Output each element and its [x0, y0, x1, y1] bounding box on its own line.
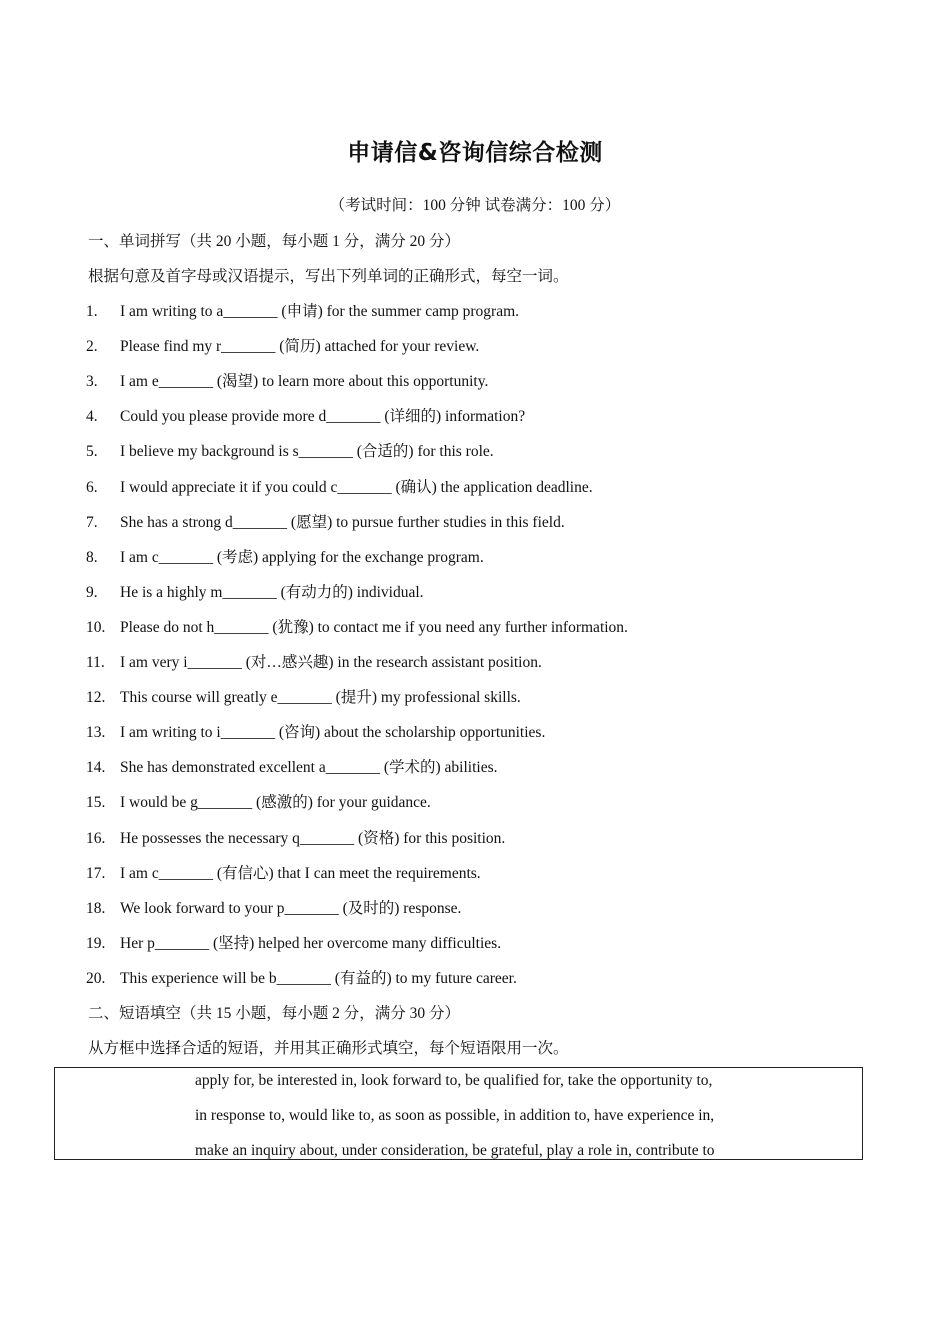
question-number: 6.: [86, 478, 98, 496]
question-text: This experience will be b_______ (有益的) to my future career.: [120, 969, 517, 987]
question-text: I am writing to i_______ (咨询) about the scholarship opportunities.: [120, 724, 546, 742]
question-text: I am writing to a_______ (申请) for the summer camp program.: [120, 303, 520, 320]
question-item: [86, 510, 565, 532]
question-item: [86, 650, 542, 672]
question-number: 11.: [86, 654, 105, 671]
section2-instruction: 从方框中选择合适的短语，并用其正确形式填空，每个短语限用一次。: [88, 1040, 569, 1057]
question-item: [86, 720, 545, 742]
question-item: [86, 790, 431, 812]
question-number: 3.: [86, 373, 98, 391]
section1-instruction: 根据句意及首字母或汉语提示，写出下列单词的正确形式，每空一词。: [88, 268, 569, 285]
question-item: [86, 404, 525, 426]
question-number: 8.: [86, 548, 98, 566]
question-text: We look forward to your p_______ (及时的) response.: [120, 899, 462, 917]
question-text: This course will greatly e_______ (提升) my professional skills.: [120, 689, 521, 707]
question-text: He possesses the necessary q_______ (资格) for this position.: [120, 829, 506, 847]
question-number: 20.: [86, 969, 106, 987]
question-item: [86, 755, 498, 777]
question-text: Please do not h_______ (犹豫) to contact me if you need any further information.: [120, 618, 628, 636]
question-number: 5.: [86, 443, 98, 461]
question-number: 15.: [86, 794, 106, 812]
question-text: I would appreciate it if you could c_______ (确认) the application deadline.: [120, 478, 593, 496]
phrase-box-line: in response to, would like to, as soon as possible, in addition to, have experience in,: [195, 1107, 715, 1124]
question-number: 9.: [86, 583, 98, 601]
question-number: 17.: [86, 864, 106, 882]
question-text: She has demonstrated excellent a_______ (学术的) abilities.: [120, 759, 498, 777]
phrase-box-line: make an inquiry about, under consideration, be grateful, play a role in, contribute to: [195, 1142, 715, 1159]
question-number: 7.: [86, 513, 98, 531]
question-text: Her p_______ (坚持) helped her overcome many difficulties.: [120, 934, 502, 952]
question-item: [86, 475, 593, 497]
section1-heading: 一、单词拼写（共 20 小题，每小题 1 分，满分 20 分）: [88, 233, 461, 250]
question-item: [86, 299, 519, 321]
question-item: [86, 861, 481, 883]
question-text: Please find my r_______ (简历) attached for your review.: [120, 338, 480, 356]
question-number: 19.: [86, 934, 106, 952]
question-number: 1.: [86, 303, 98, 320]
question-number: 13.: [86, 724, 106, 742]
question-item: [86, 334, 479, 356]
question-item: [86, 966, 517, 988]
question-text: He is a highly m_______ (有动力的) individual.: [120, 583, 424, 601]
section2-heading: 二、短语填空（共 15 小题，每小题 2 分，满分 30 分）: [88, 1005, 461, 1022]
question-text: I am c_______ (有信心) that I can meet the requirements.: [120, 864, 481, 882]
question-text: I am very i_______ (对…感兴趣) in the research assistant position.: [120, 654, 542, 671]
question-item: [86, 580, 424, 602]
phrase-box: [54, 1067, 863, 1160]
question-number: 16.: [86, 829, 106, 847]
question-item: [86, 369, 488, 391]
question-item: [86, 896, 461, 918]
phrase-box-line: apply for, be interested in, look forward to, be qualified for, take the opportunity to,: [195, 1072, 713, 1089]
question-text: She has a strong d_______ (愿望) to pursue further studies in this field.: [120, 513, 565, 531]
question-text: I am c_______ (考虑) applying for the exchange program.: [120, 548, 484, 566]
question-number: 4.: [86, 408, 98, 426]
question-text: I believe my background is s_______ (合适的) for this role.: [120, 443, 494, 461]
question-item: [86, 439, 494, 461]
question-number: 10.: [86, 618, 106, 636]
question-number: 2.: [86, 338, 98, 356]
question-item: [86, 931, 501, 953]
question-item: [86, 545, 484, 567]
question-item: [86, 615, 628, 637]
question-number: 18.: [86, 899, 106, 917]
question-number: 14.: [86, 759, 106, 777]
exam-info: （考试时间：100 分钟 试卷满分：100 分）: [329, 197, 621, 214]
page-title: 申请信&咨询信综合检测: [347, 140, 603, 166]
question-item: [86, 826, 505, 848]
question-number: 12.: [86, 689, 106, 707]
question-item: [86, 685, 521, 707]
question-text: Could you please provide more d_______ (详细的) information?: [120, 408, 526, 426]
question-text: I would be g_______ (感激的) for your guidance.: [120, 794, 431, 812]
question-text: I am e_______ (渴望) to learn more about this opportunity.: [120, 373, 489, 391]
